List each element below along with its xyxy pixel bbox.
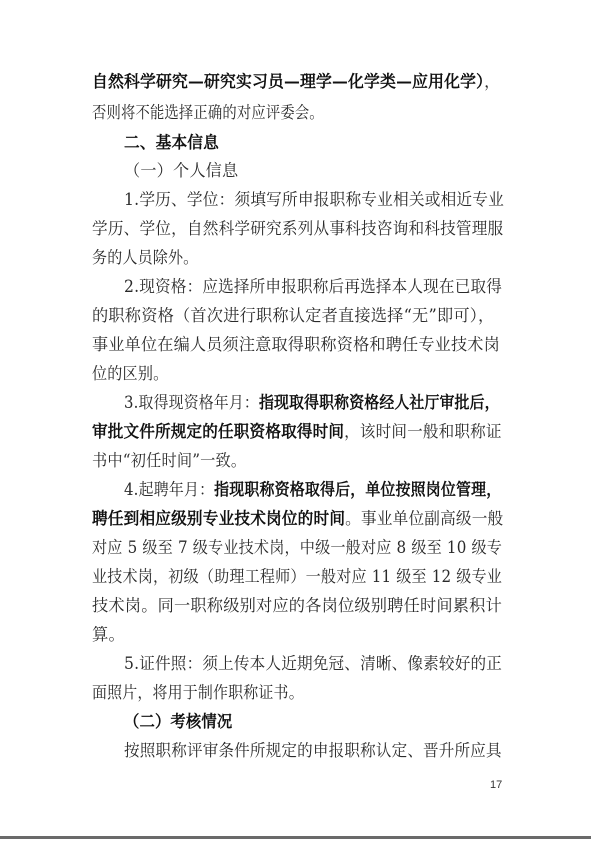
text-run: 2.现资格：应选择所申报职称后再选择本人现在已取得 [124, 277, 503, 296]
bold-text-run: （二）考核情况 [124, 712, 233, 731]
paragraph-line [92, 511, 503, 527]
subsection-heading [124, 163, 238, 179]
page-number: 17 [490, 779, 503, 791]
text-run: 算。 [92, 625, 125, 644]
paragraph-line [92, 250, 198, 266]
paragraph-line [124, 743, 502, 759]
paragraph-line [92, 627, 125, 643]
bold-text-run: 指现取得职称资格经人社厅审批后， [258, 393, 500, 412]
text-run: 否则将不能选择正确的对应评委会。 [92, 103, 324, 122]
paragraph-line [92, 308, 494, 324]
paragraph-line [92, 453, 246, 469]
paragraph-line [92, 598, 502, 614]
text-run: 。事业单位副高级一般 [345, 509, 504, 528]
text-run: 对应 5 级至 7 级专业技术岗，中级一般对应 8 级至 10 级专 [92, 538, 503, 557]
paragraph-line [124, 192, 504, 208]
section-heading [124, 135, 219, 151]
bold-text-run: 聘任到相应级别专业技术岗位的时间 [92, 509, 346, 528]
text-run: （一）个人信息 [124, 161, 239, 180]
bold-text-run: 指现职称资格取得后，单位按照岗位管理， [214, 480, 502, 499]
bold-text-run: 自然科学研究—研究实习员—理学—化学类—应用化学） [92, 72, 485, 91]
text-run: 书中“初任时间”一致。 [92, 451, 247, 470]
bold-text-run: 二、基本信息 [124, 133, 219, 152]
text-run: 5.证件照：须上传本人近期免冠、清晰、像素较好的正 [124, 654, 503, 673]
paragraph-line [92, 366, 168, 382]
paragraph-line [92, 221, 503, 237]
text-run: 位的区别。 [92, 364, 169, 383]
paragraph-line [92, 337, 500, 353]
text-run: ，该时间一般和职称证 [344, 422, 502, 441]
paragraph-line [92, 540, 502, 556]
paragraph-line [124, 656, 502, 672]
text-run: 务的人员除外。 [92, 248, 199, 267]
text-run: 的职称资格（首次进行职称认定者直接选择“无”即可）， [92, 306, 495, 325]
text-run: 面照片，将用于制作职称证书。 [92, 683, 304, 702]
paragraph-line [124, 395, 500, 411]
text-run: 3.取得现资格年月： [124, 393, 259, 412]
text-run: 业技术岗，初级（助理工程师）一般对应 11 级至 12 级专业 [92, 567, 503, 586]
bottom-scan-edge [0, 836, 591, 839]
paragraph-line [92, 105, 324, 121]
text-run: 按照职称评审条件所规定的申报职称认定、晋升所应具 [124, 741, 502, 760]
text-run: 学历、学位，自然科学研究系列从事科技咨询和科技管理服 [92, 219, 504, 238]
paragraph-line [92, 569, 502, 585]
paragraph-line [124, 482, 501, 498]
paragraph-line [92, 74, 500, 90]
text-run: 事业单位在编人员须注意取得职称资格和聘任专业技术岗 [92, 335, 500, 354]
text-run: 技术岗。同一职称级别对应的各岗位级别聘任时间累积计 [92, 596, 502, 615]
text-run: ， [484, 72, 501, 91]
paragraph-line [92, 685, 304, 701]
text-run: 4.起聘年月： [124, 480, 215, 499]
subsection-heading [124, 714, 232, 730]
text-run: 1.学历、学位：须填写所申报职称专业相关或相近专业 [124, 190, 505, 209]
bold-text-run: 审批文件所规定的任职资格取得时间 [92, 422, 345, 441]
paragraph-line [92, 424, 502, 440]
paragraph-line [124, 279, 502, 295]
